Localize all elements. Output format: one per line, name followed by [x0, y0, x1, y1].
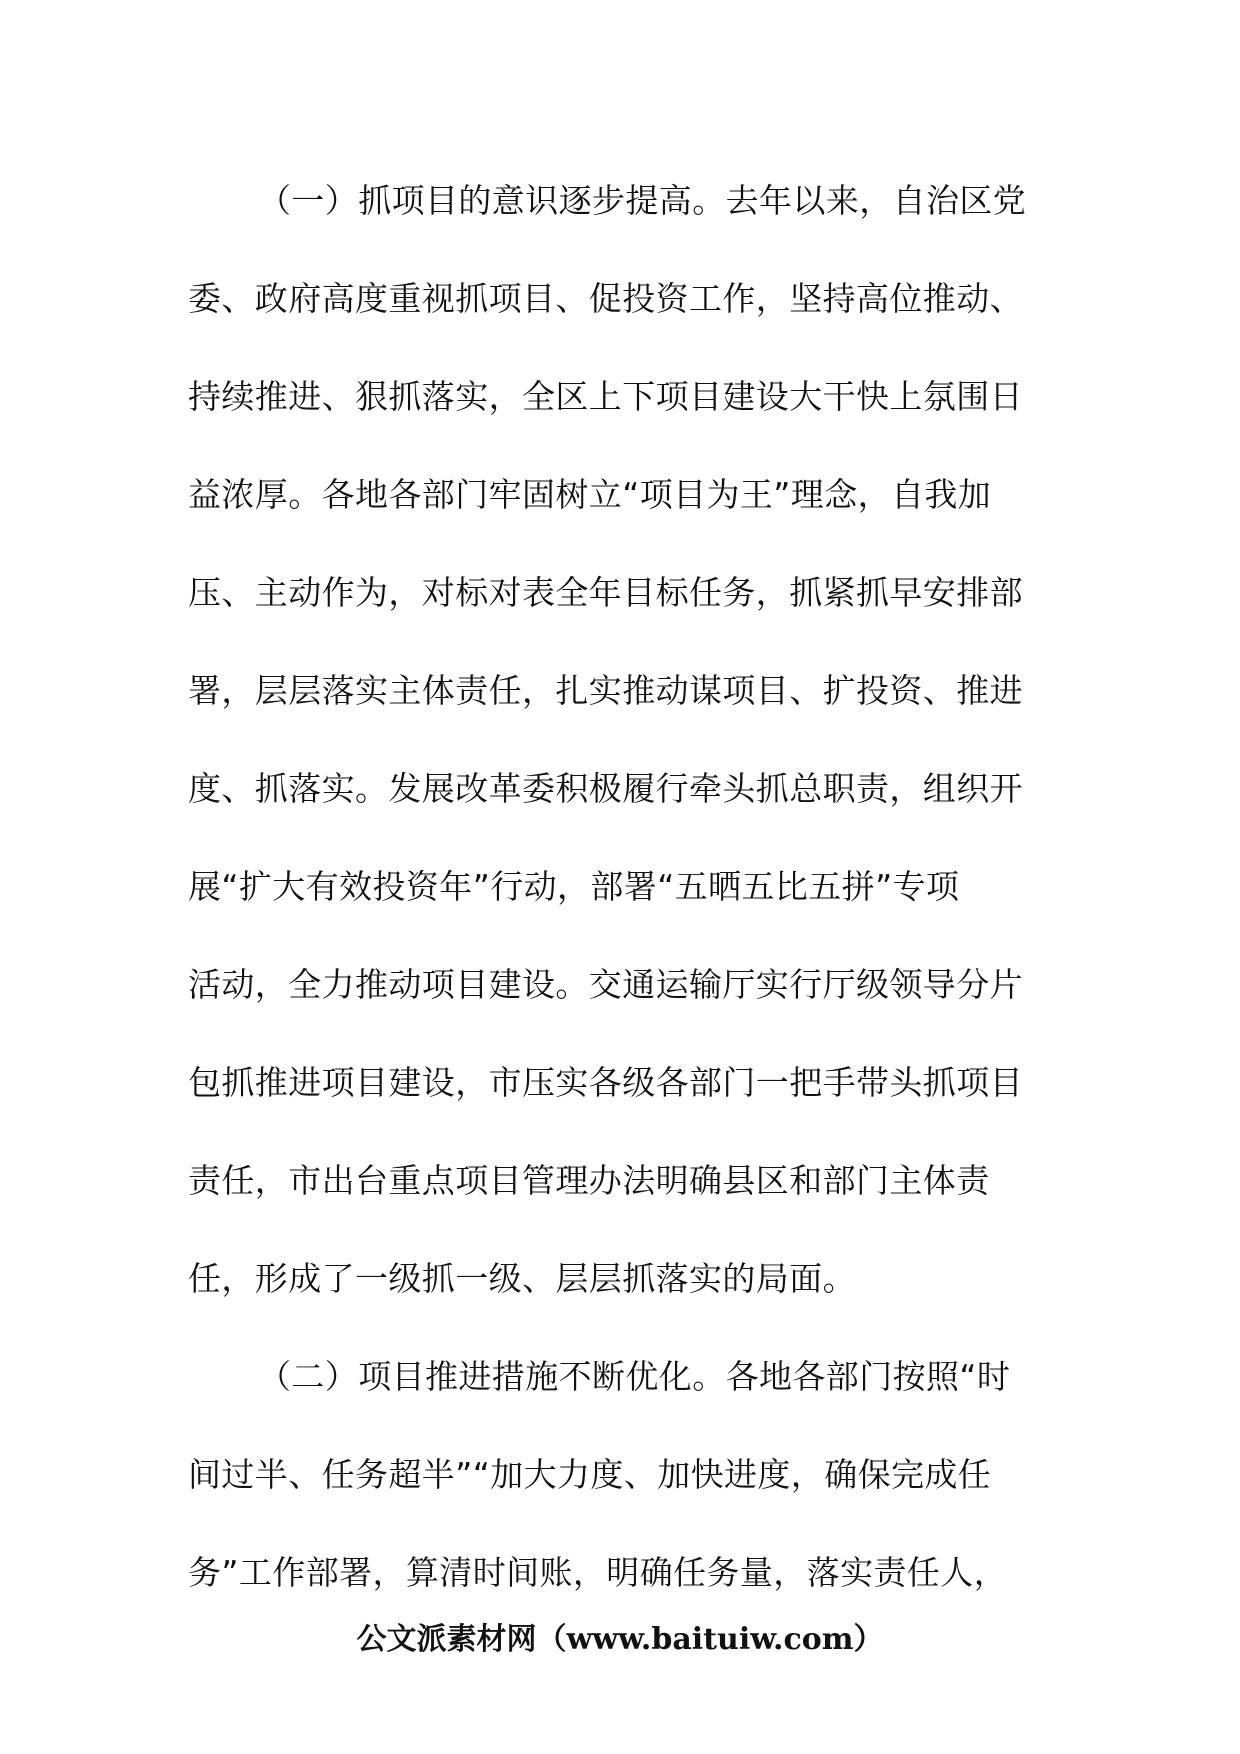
paragraph-1-line: 度、抓落实。发展改革委积极履行牵头抓总职责，组织开 [188, 769, 1023, 808]
paragraph-1-line: 任，形成了一级抓一级、层层抓落实的局面。 [188, 1259, 856, 1298]
paragraph-1-line: 持续推进、狠抓落实，全区上下项目建设大干快上氛围日 [188, 377, 1023, 416]
paragraph-1-line: 展“扩大有效投资年”行动，部署“五晒五比五拼”专项 [188, 867, 960, 906]
paragraph-1-line: 署，层层落实主体责任，扎实推动谋项目、扩投资、推进 [188, 671, 1023, 710]
paragraph-2-line: （二）项目推进措施不断优化。各地各部门按照“时 [258, 1357, 1011, 1396]
paragraph-1-line: 活动，全力推动项目建设。交通运输厅实行厅级领导分片 [188, 965, 1023, 1004]
paragraph-1-line: 责任，市出台重点项目管理办法明确县区和部门主体责 [188, 1161, 990, 1200]
paragraph-2-line: 间过半、任务超半”“加大力度、加快进度，确保完成任 [188, 1455, 992, 1494]
paragraph-1-line: 包抓推进项目建设，市压实各级各部门一把手带头抓项目 [188, 1063, 1023, 1102]
paragraph-1-line: 益浓厚。各地各部门牢固树立“项目为王”理念，自我加 [188, 475, 992, 514]
footer-watermark: 公文派素材网（www.baituiw.com） [356, 1622, 884, 1657]
paragraph-1-line: 压、主动作为，对标对表全年目标任务，抓紧抓早安排部 [188, 573, 1023, 612]
paragraph-1-line: 委、政府高度重视抓项目、促投资工作，坚持高位推动、 [188, 279, 1023, 318]
document-body [188, 166, 1028, 1636]
paragraph-2-line: 务”工作部署，算清时间账，明确任务量，落实责任人， [188, 1553, 1008, 1592]
paragraph-1-line: （一）抓项目的意识逐步提高。去年以来，自治区党 [258, 181, 1027, 220]
